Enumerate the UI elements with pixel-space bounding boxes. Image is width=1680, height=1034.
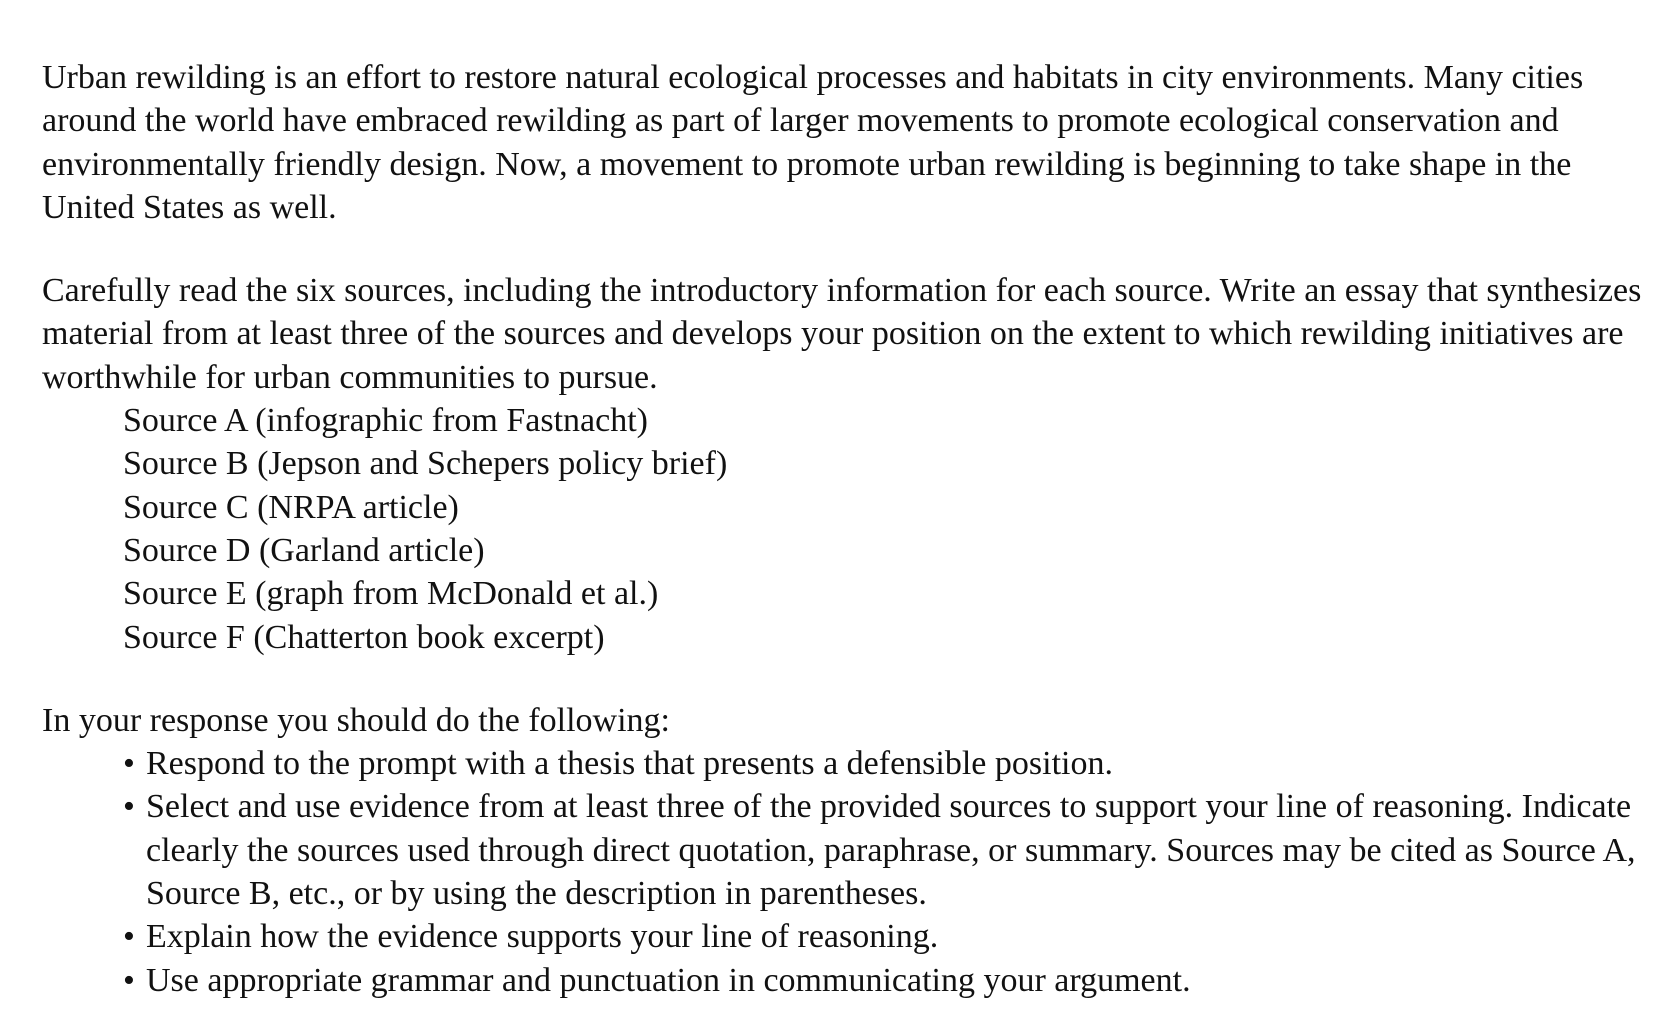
paragraph-spacer xyxy=(42,229,1656,269)
bullet-icon: • xyxy=(123,788,135,826)
instruction-item xyxy=(123,959,1656,1002)
source-item-b: Source B (Jepson and Schepers policy brief) xyxy=(123,445,728,483)
instructions-heading: In your response you should do the following: xyxy=(42,701,670,739)
instruction-text: Use appropriate grammar and punctuation in communicating your argument. xyxy=(146,961,1191,999)
source-item-c: Source C (NRPA article) xyxy=(123,488,459,526)
source-item-f: Source F (Chatterton book excerpt) xyxy=(123,618,605,656)
instruction-item xyxy=(123,742,1656,785)
instructions-list xyxy=(42,742,1656,1002)
instruction-text: Respond to the prompt with a thesis that presents a defensible position. xyxy=(146,745,1113,783)
source-item-e: Source E (graph from McDonald et al.) xyxy=(123,575,659,613)
bullet-icon: • xyxy=(123,961,135,999)
intro-paragraph-2: Carefully read the six sources, including the introductory information for each source. Write an essay that synthesizes material from at least three of the sources and develops your position on the extent to which rewilding initiatives are worthwhile for urban communities to pursue. xyxy=(42,272,1642,396)
source-item-a: Source A (infographic from Fastnacht) xyxy=(123,402,648,440)
instruction-text: Explain how the evidence supports your line of reasoning. xyxy=(146,918,939,956)
paragraph-spacer xyxy=(42,659,1656,699)
source-list xyxy=(42,399,1656,659)
instruction-text: Select and use evidence from at least three of the provided sources to support your line of reasoning. Indicate clearly the sources used through direct quotation, paraphrase, or summary. Sources may be cited as Source A, Source B, etc., or by using the description in parentheses. xyxy=(146,788,1636,913)
instruction-item xyxy=(123,915,1656,958)
instruction-item xyxy=(123,785,1656,915)
source-item-d: Source D (Garland article) xyxy=(123,531,485,569)
bullet-icon: • xyxy=(123,745,135,783)
bullet-icon: • xyxy=(123,918,135,956)
intro-paragraph-1: Urban rewilding is an effort to restore natural ecological processes and habitats in city environments. Many cities around the world have embraced rewilding as part of larger movements to promote ecological conservation and environmentally friendly design. Now, a movement to promote urban rewilding is beginning to take shape in the United States as well. xyxy=(42,59,1584,226)
